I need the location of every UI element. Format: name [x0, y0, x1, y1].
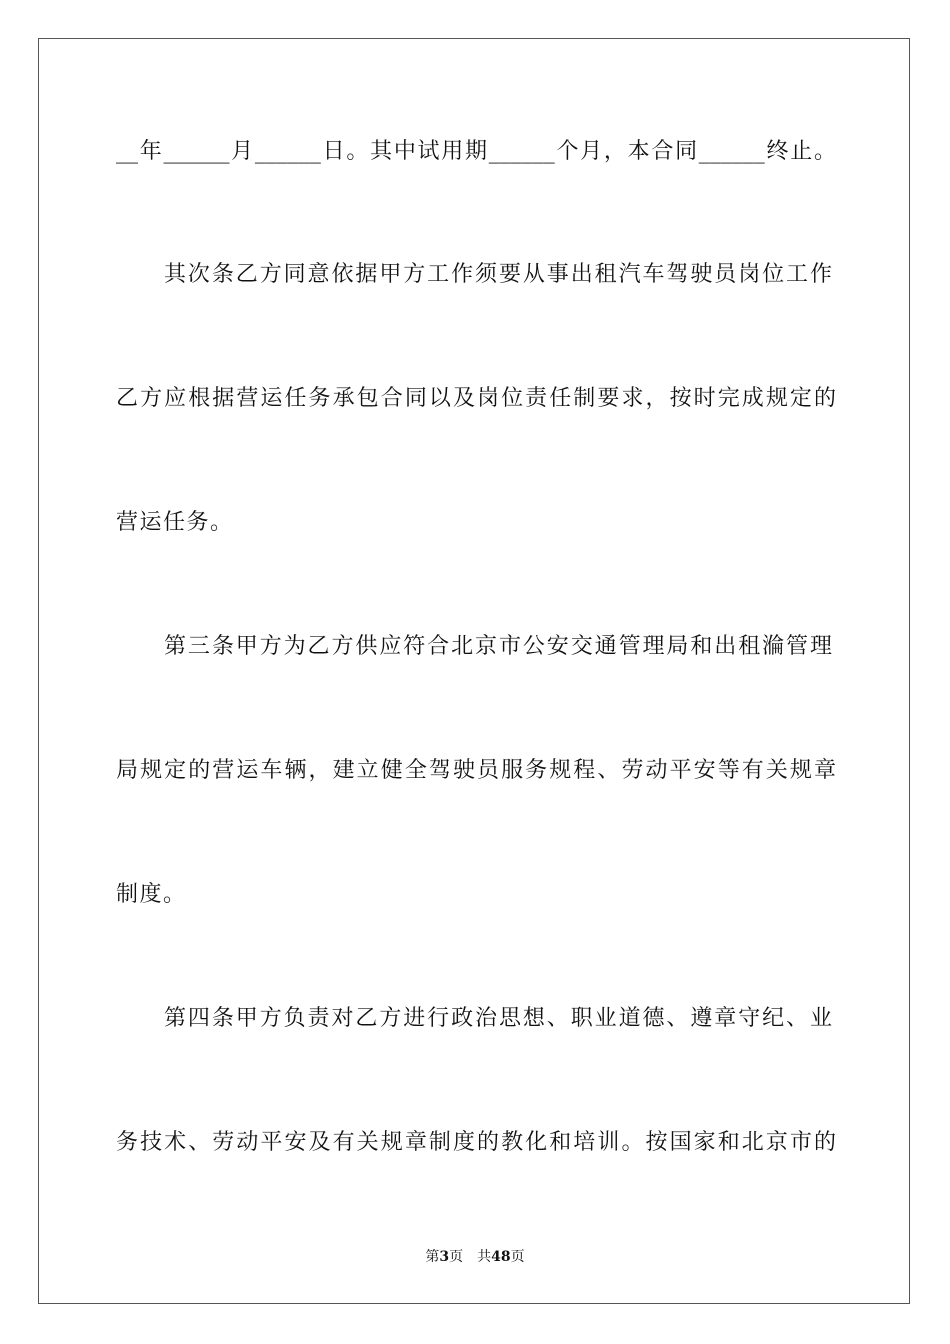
text-line-5: 第三条甲方为乙方供应符合北京市公安交通管理局和出租溣管理 — [164, 634, 832, 659]
text-line-8: 第四条甲方负责对乙方进行政治思想、职业道德、遵章守纪、业 — [164, 1006, 832, 1031]
total-suffix: 页 — [510, 1249, 525, 1265]
text-line-1: __年______月______日。其中试用期______个月，本合同______终止。 — [116, 139, 836, 164]
page-prefix: 第 — [425, 1249, 440, 1265]
total-page-count: 48 — [491, 1249, 511, 1265]
text-line-4: 营运任务。 — [116, 510, 234, 535]
text-line-3: 乙方应根据营运任务承包合同以及岗位责任制要求，按时完成规定的 — [116, 386, 836, 411]
page-border — [38, 38, 910, 1304]
page-footer — [0, 1248, 950, 1266]
text-line-6: 局规定的营运车辆，建立健全驾驶员服务规程、劳动平安等有关规章 — [116, 758, 836, 783]
page-suffix: 页 — [449, 1249, 464, 1265]
text-line-2: 其次条乙方同意依据甲方工作须要从事出租汽车驾驶员岗位工作 — [164, 262, 832, 287]
text-line-7: 制度。 — [116, 882, 187, 907]
total-prefix: 共 — [477, 1249, 492, 1265]
text-line-9: 务技术、劳动平安及有关规章制度的教化和培训。按国家和北京市的 — [116, 1130, 836, 1155]
current-page-number: 3 — [439, 1249, 450, 1265]
